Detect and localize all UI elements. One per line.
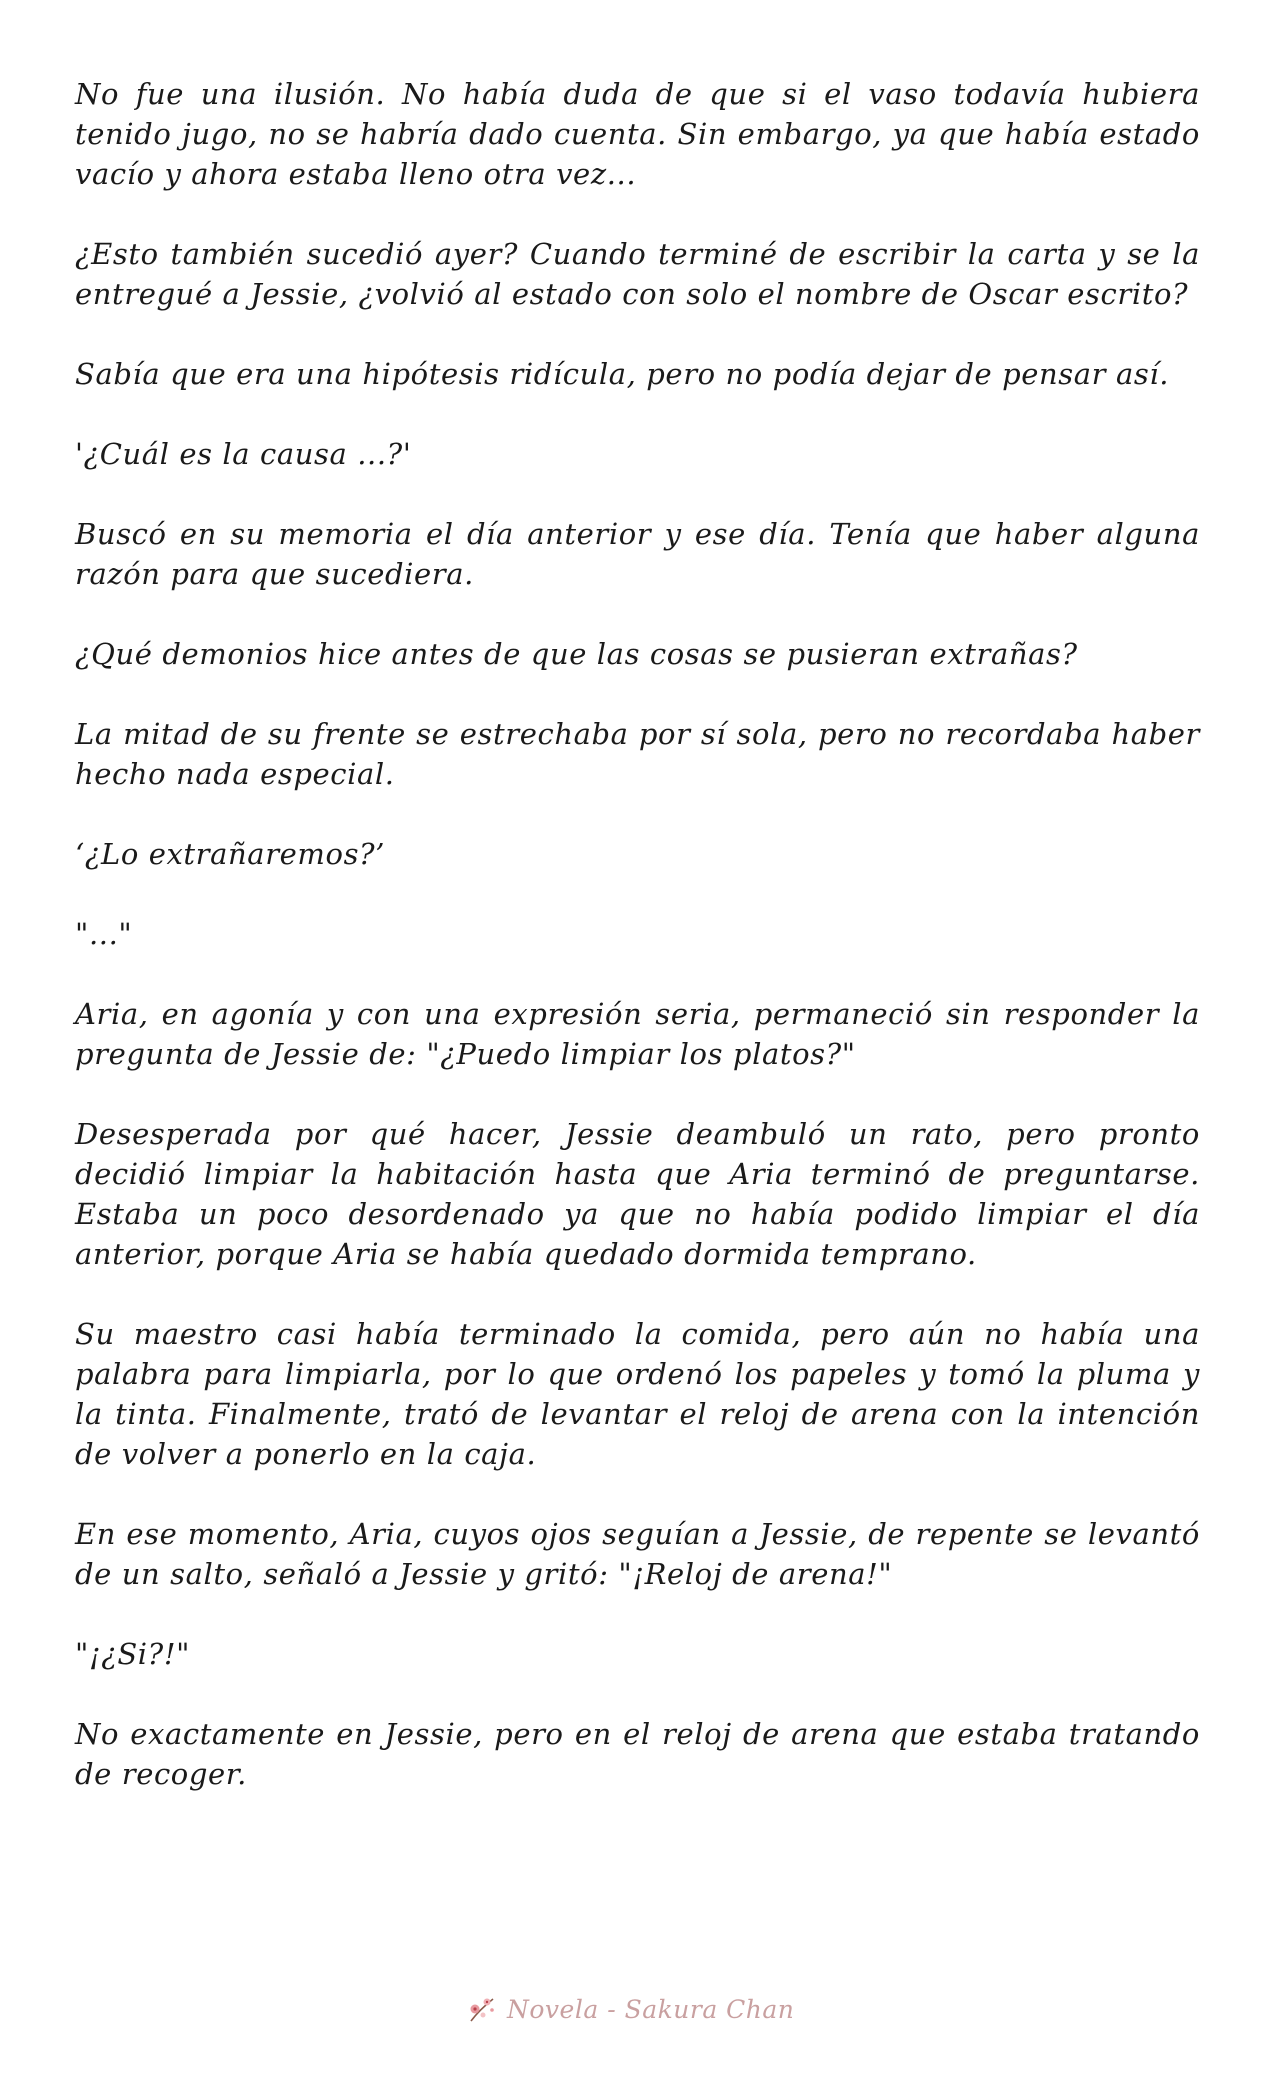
sakura-flower-icon	[463, 1991, 499, 2027]
watermark	[463, 1985, 823, 2033]
paragraph: La mitad de su frente se estrechaba por sí sola, pero no recordaba haber hecho nada especial.	[75, 717, 1200, 791]
paragraph: ‘¿Lo extrañaremos?’	[75, 837, 386, 871]
watermark-text: Novela - Sakura Chan	[507, 1994, 795, 2024]
paragraph: Aria, en agonía y con una expresión seria, permaneció sin responder la pregunta de Jessie de: "¿Puedo limpiar los platos?"	[75, 997, 1200, 1071]
paragraph: "..."	[75, 917, 133, 951]
paragraph: Desesperada por qué hacer, Jessie deambuló un rato, pero pronto decidió limpiar la habitación hasta que Aria terminó de preguntarse. Estaba un poco desordenado ya que no había podido limpiar el día anterior, porque Aria se había quedado dormida temprano.	[75, 1117, 1200, 1271]
paragraph: "¡¿Si?!"	[75, 1637, 191, 1671]
paragraph: Sabía que era una hipótesis ridícula, pero no podía dejar de pensar así.	[75, 357, 1170, 391]
paragraph: No exactamente en Jessie, pero en el reloj de arena que estaba tratando de recoger.	[75, 1717, 1200, 1791]
paragraph: '¿Cuál es la causa ...?'	[75, 437, 412, 471]
paragraph: Su maestro casi había terminado la comida, pero aún no había una palabra para limpiarla, por lo que ordenó los papeles y tomó la pluma y la tinta. Finalmente, trató de levantar el reloj de arena con la intención de volver a ponerlo en la caja.	[75, 1317, 1200, 1471]
document-body	[75, 74, 1200, 1794]
paragraph: No fue una ilusión. No había duda de que si el vaso todavía hubiera tenido jugo, no se habría dado cuenta. Sin embargo, ya que había estado vacío y ahora estaba lleno otra vez...	[75, 77, 1200, 191]
paragraph: ¿Qué demonios hice antes de que las cosas se pusieran extrañas?	[75, 637, 1078, 671]
paragraph: En ese momento, Aria, cuyos ojos seguían a Jessie, de repente se levantó de un salto, señaló a Jessie y gritó: "¡Reloj de arena!"	[75, 1517, 1200, 1591]
paragraph: ¿Esto también sucedió ayer? Cuando terminé de escribir la carta y se la entregué a Jessie, ¿volvió al estado con solo el nombre de Oscar escrito?	[75, 237, 1200, 311]
paragraph: Buscó en su memoria el día anterior y ese día. Tenía que haber alguna razón para que sucediera.	[75, 517, 1200, 591]
